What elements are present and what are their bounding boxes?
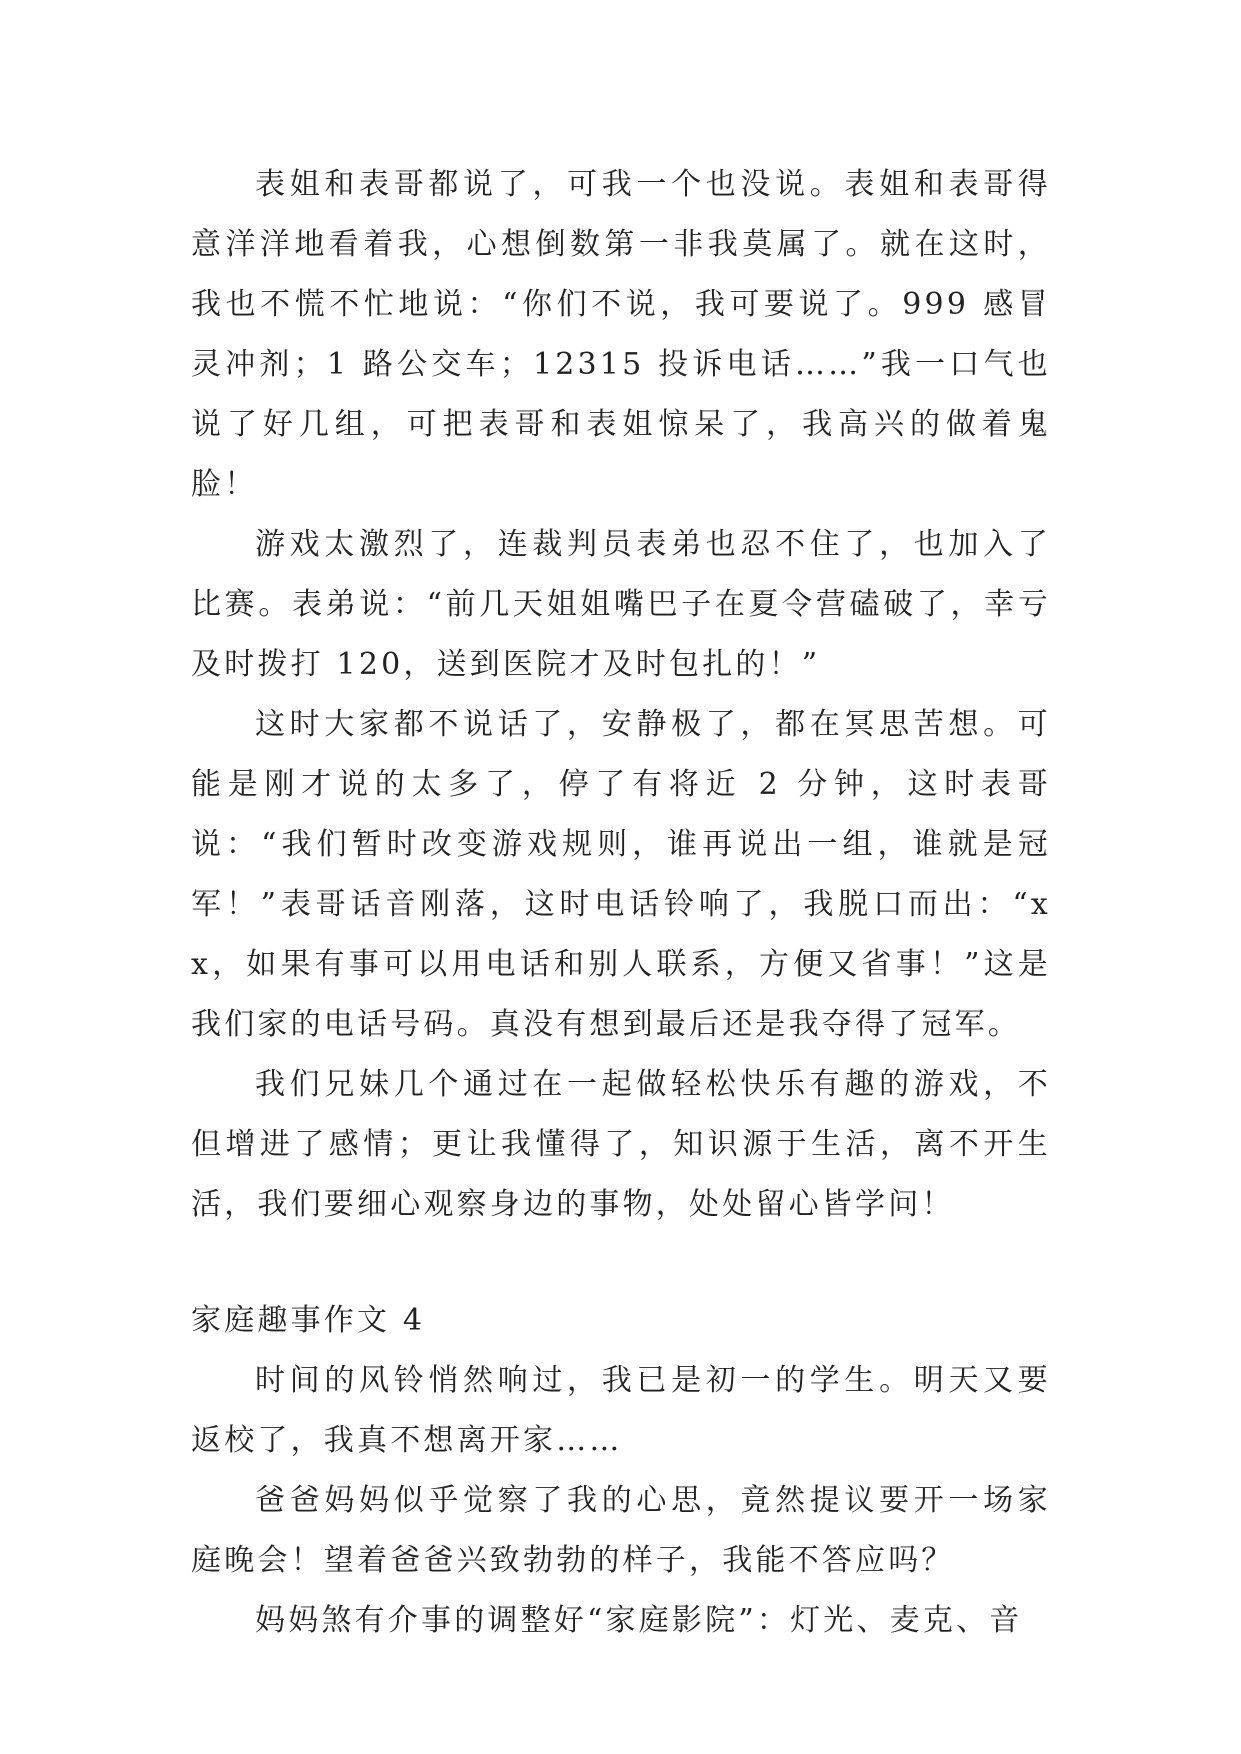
paragraph-guess-numbers: 表姐和表哥都说了，可我一个也没说。表姐和表哥得意洋洋地看着我，心想倒数第一非我莫属了。就在这时，我也不慌不忙地说：“你们不说，我可要说了。999 感冒灵冲剂；1 路公交车；12315 投诉电话……”我一口气也说了好几组，可把表哥和表姐惊呆了，我高兴的做着鬼脸！ bbox=[191, 167, 1051, 502]
paragraph-family-party: 爸爸妈妈似乎觉察了我的心思，竟然提议要开一场家庭晚会！望着爸爸兴致勃勃的样子，我能不答应吗？ bbox=[191, 1483, 1051, 1578]
paragraph-home-theater: 妈妈煞有介事的调整好“家庭影院”：灯光、麦克、音 bbox=[255, 1603, 1023, 1638]
paragraph-cousin-joins: 游戏太激烈了，连裁判员表弟也忍不住了，也加入了比赛。表弟说：“前几天姐姐嘴巴子在夏令营磕破了，幸亏及时拨打 120，送到医院才及时包扎的！” bbox=[191, 527, 1051, 682]
paragraph-phone-rings: 这时大家都不说话了，安静极了，都在冥思苦想。可能是刚才说的太多了，停了有将近 2 分钟，这时表哥说：“我们暂时改变游戏规则，谁再说出一组，谁就是冠军！”表哥话音刚落，这时电话铃响了，我脱口而出：“xx，如果有事可以用电话和别人联系，方便又省事！”这是我们家的电话号码。真没有想到最后还是我夺得了冠军。 bbox=[191, 707, 1051, 1042]
paragraph-wind-chime: 时间的风铃悄然响过，我已是初一的学生。明天又要返校了，我真不想离开家…… bbox=[191, 1363, 1051, 1458]
paragraph-conclusion: 我们兄妹几个通过在一起做轻松快乐有趣的游戏，不但增进了感情；更让我懂得了，知识源于生活，离不开生活，我们要细心观察身边的事物，处处留心皆学问！ bbox=[191, 1067, 1051, 1222]
section-title: 家庭趣事作文 4 bbox=[191, 1303, 426, 1338]
document-body bbox=[191, 155, 1051, 1651]
